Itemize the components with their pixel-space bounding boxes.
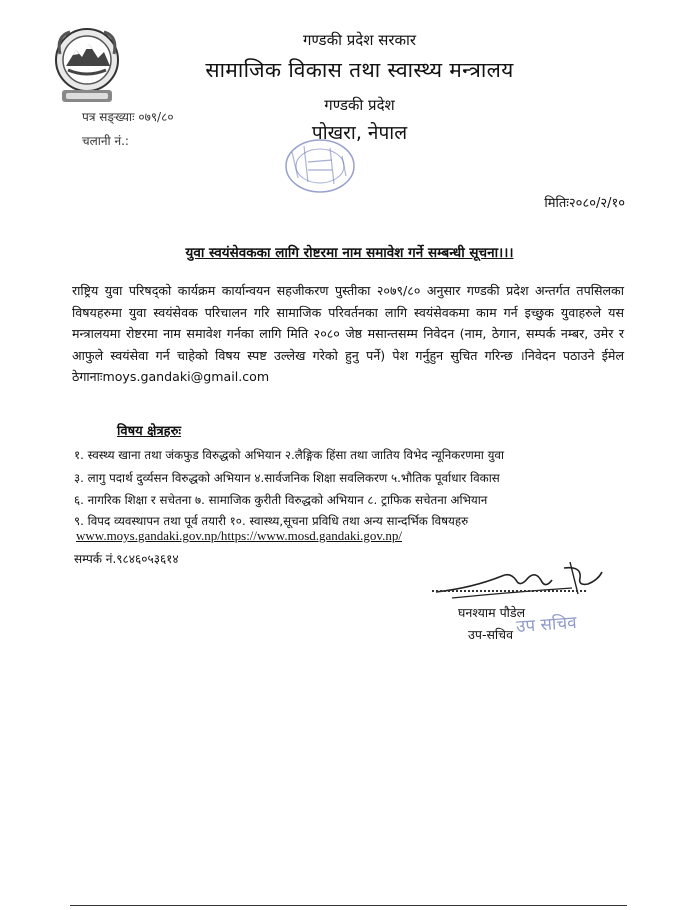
footer-rule <box>70 905 627 906</box>
signature-line <box>432 590 586 592</box>
area-line: ९. विपद व्यवस्थापन तथा पूर्व तयारी १०. स्वास्थ्य,सूचना प्रविधि तथा अन्य सान्दर्भिक विषयहरु <box>74 514 469 528</box>
dispatch-number: चलानी नं.: <box>82 134 129 148</box>
area-line: ३. लागु पदार्थ दुर्व्यसन विरुद्धको अभियान ४.सार्वजनिक शिक्षा सवलिकरण ५.भौतिक पूर्वाधार विकास <box>74 471 500 485</box>
area-line: १. स्वस्थ्य खाना तथा जंकफुड विरुद्धको अभियान २.लैङ्गिक हिंसा तथा जातिय विभेद न्यूनिकरणमा युवा <box>74 448 505 462</box>
city-name: पोखरा, नेपाल <box>311 122 408 144</box>
signatory-title: उप-सचिव <box>468 627 514 642</box>
letter-date: मितिः२०८०/२/१० <box>544 196 625 211</box>
office-stamp-seal <box>278 132 358 196</box>
letter-number: पत्र सङ्ख्याः ०७९/८० <box>82 110 174 124</box>
area-line: ६. नागरिक शिक्षा र सचेतना ७. सामाजिक कुरीती विरुद्धको अभियान ८. ट्राफिक सचेतना अभियान <box>74 493 488 507</box>
signatory-name: घनश्याम पौडेल <box>458 605 526 620</box>
ministry-name: सामाजिक विकास तथा स्वास्थ्य मन्त्रालय <box>205 58 514 82</box>
contact-number: सम्पर्क नं.९८४६०५३६१४ <box>74 552 179 566</box>
province-name: गण्डकी प्रदेश <box>324 96 395 114</box>
government-name: गण्डकी प्रदेश सरकार <box>302 31 417 49</box>
website-link[interactable]: www.moys.gandaki.gov.np/https://www.mosd.gandaki.gov.np/ <box>76 528 402 543</box>
notice-body: राष्ट्रिय युवा परिषद्को कार्यक्रम कार्यान्वयन सहजीकरण पुस्तीका २०७९/८० अनुसार गण्डकी प्रदेश अन्तर्गत तपसिलका विषयहरुमा युवा स्वयंसेवक परिचालन गरि सामाजिक परिवर्तनका लागि स्वयंसेवकमा काम गर्न इच्छुक युवाहरुले यस मन्त्रालयमा रोष्टरमा नाम समावेश गर्नका लागि मिति २०८० जेष्ठ मसान्तसम्म निवेदन (नाम, ठेगान, सम्पर्क नम्बर, उमेर र आफुले स्वयंसेवा गर्न चाहेको विषय स्पष्ट उल्लेख गरेको हुनु पर्ने) पेश गर्नुहुन सुचित गरिन्छ ।निवेदन पठाउने ईमेल ठेगानाःmoys.gandaki@gmail.com <box>72 283 624 384</box>
areas-title: विषय क्षेत्रहरुः <box>117 424 181 439</box>
signature-scribble <box>432 558 607 608</box>
designation-stamp: उप सचिव <box>515 612 578 638</box>
notice-subject: युवा स्वयंसेवकका लागि रोष्टरमा नाम समावेश गर्ने सम्बन्धी सूचना।।। <box>185 245 514 261</box>
